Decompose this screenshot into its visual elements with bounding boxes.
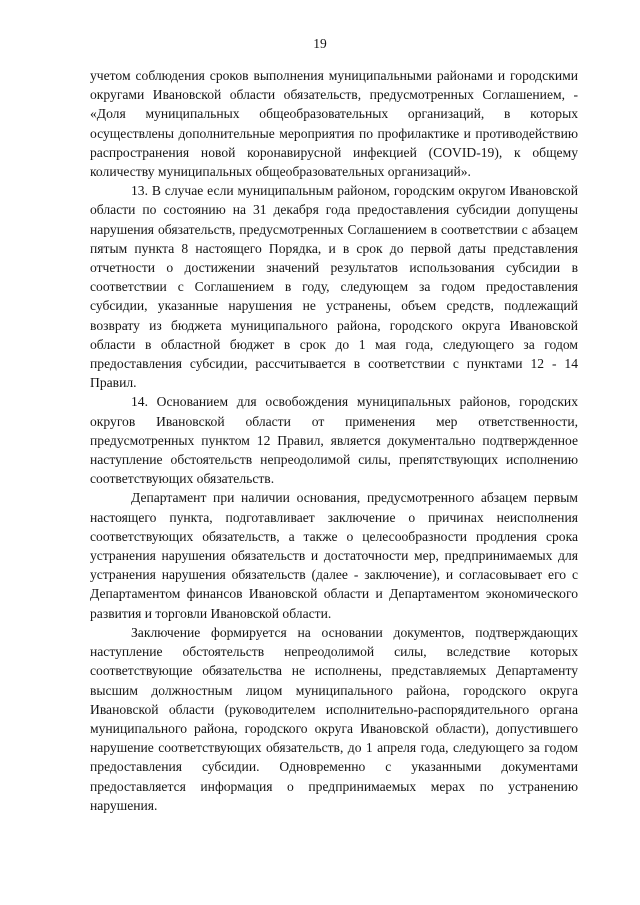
paragraph-conclusion-basis: Заключение формируется на основании документов, подтверждающих наступление обстоятельств непреодолимой силы, вследствие которых соответствующие обязательства не исполнены, представляемых Департаменту высшим должностным лицом муниципального района, городского округа Ивановской области (руководителем исполнительно-распорядительного органа муниципального района, городского округа Ивановской области), допустившего нарушение соответствующих обязательств, до 1 апреля года, следующего за годом предоставления субсидии. Одновременно с указанными документами предоставляется информация о предпринимаемых мерах по устранению нарушения.	[90, 624, 578, 813]
document-body	[90, 66, 578, 815]
page-number: 19	[313, 36, 327, 51]
paragraph-item-14: 14. Основанием для освобождения муниципальных районов, городских округов Ивановской области от применения мер ответственности, предусмотренных пунктом 12 Правил, является документально подтвержденное наступление обстоятельств непреодолимой силы, препятствующих исполнению соответствующих обязательств.	[90, 394, 578, 487]
paragraph-department-conclusion: Департамент при наличии основания, предусмотренного абзацем первым настоящего пункта, подготавливает заключение о причинах неисполнения соответствующих обязательств, а также о целесообразности продления срока устранения нарушения обязательств и достаточности мер, предпринимаемых для устранения нарушения обязательств (далее - заключение), и согласовывает его с Департаментом финансов Ивановской области и Департаментом экономического развития и торговли Ивановской области.	[90, 490, 578, 621]
paragraph-continuation: учетом соблюдения сроков выполнения муниципальными районами и городскими округами Ивановской области обязательств, предусмотренных Соглашением, - «Доля муниципальных общеобразовательных организаций, в которых осуществлены дополнительные мероприятия по профилактике и противодействию распространения новой коронавирусной инфекцией (COVID-19), к общему количеству муниципальных общеобразовательных организаций».	[90, 68, 578, 180]
paragraph-item-13: 13. В случае если муниципальным районом, городским округом Ивановской области по состоянию на 31 декабря года предоставления субсидии допущены нарушения обязательств, предусмотренных Соглашением в соответствии с абзацем пятым пункта 8 настоящего Порядка, и в срок до первой даты представления отчетности о достижении значений результатов использования субсидии в соответствии с Соглашением в году, следующем за годом предоставления субсидии, указанные нарушения не устранены, объем средств, подлежащий возврату из бюджета муниципального района, городского округа Ивановской области в областной бюджет в срок до 1 мая года, следующего за годом предоставления субсидии, рассчитывается в соответствии с пунктами 12 - 14 Правил.	[90, 183, 578, 391]
